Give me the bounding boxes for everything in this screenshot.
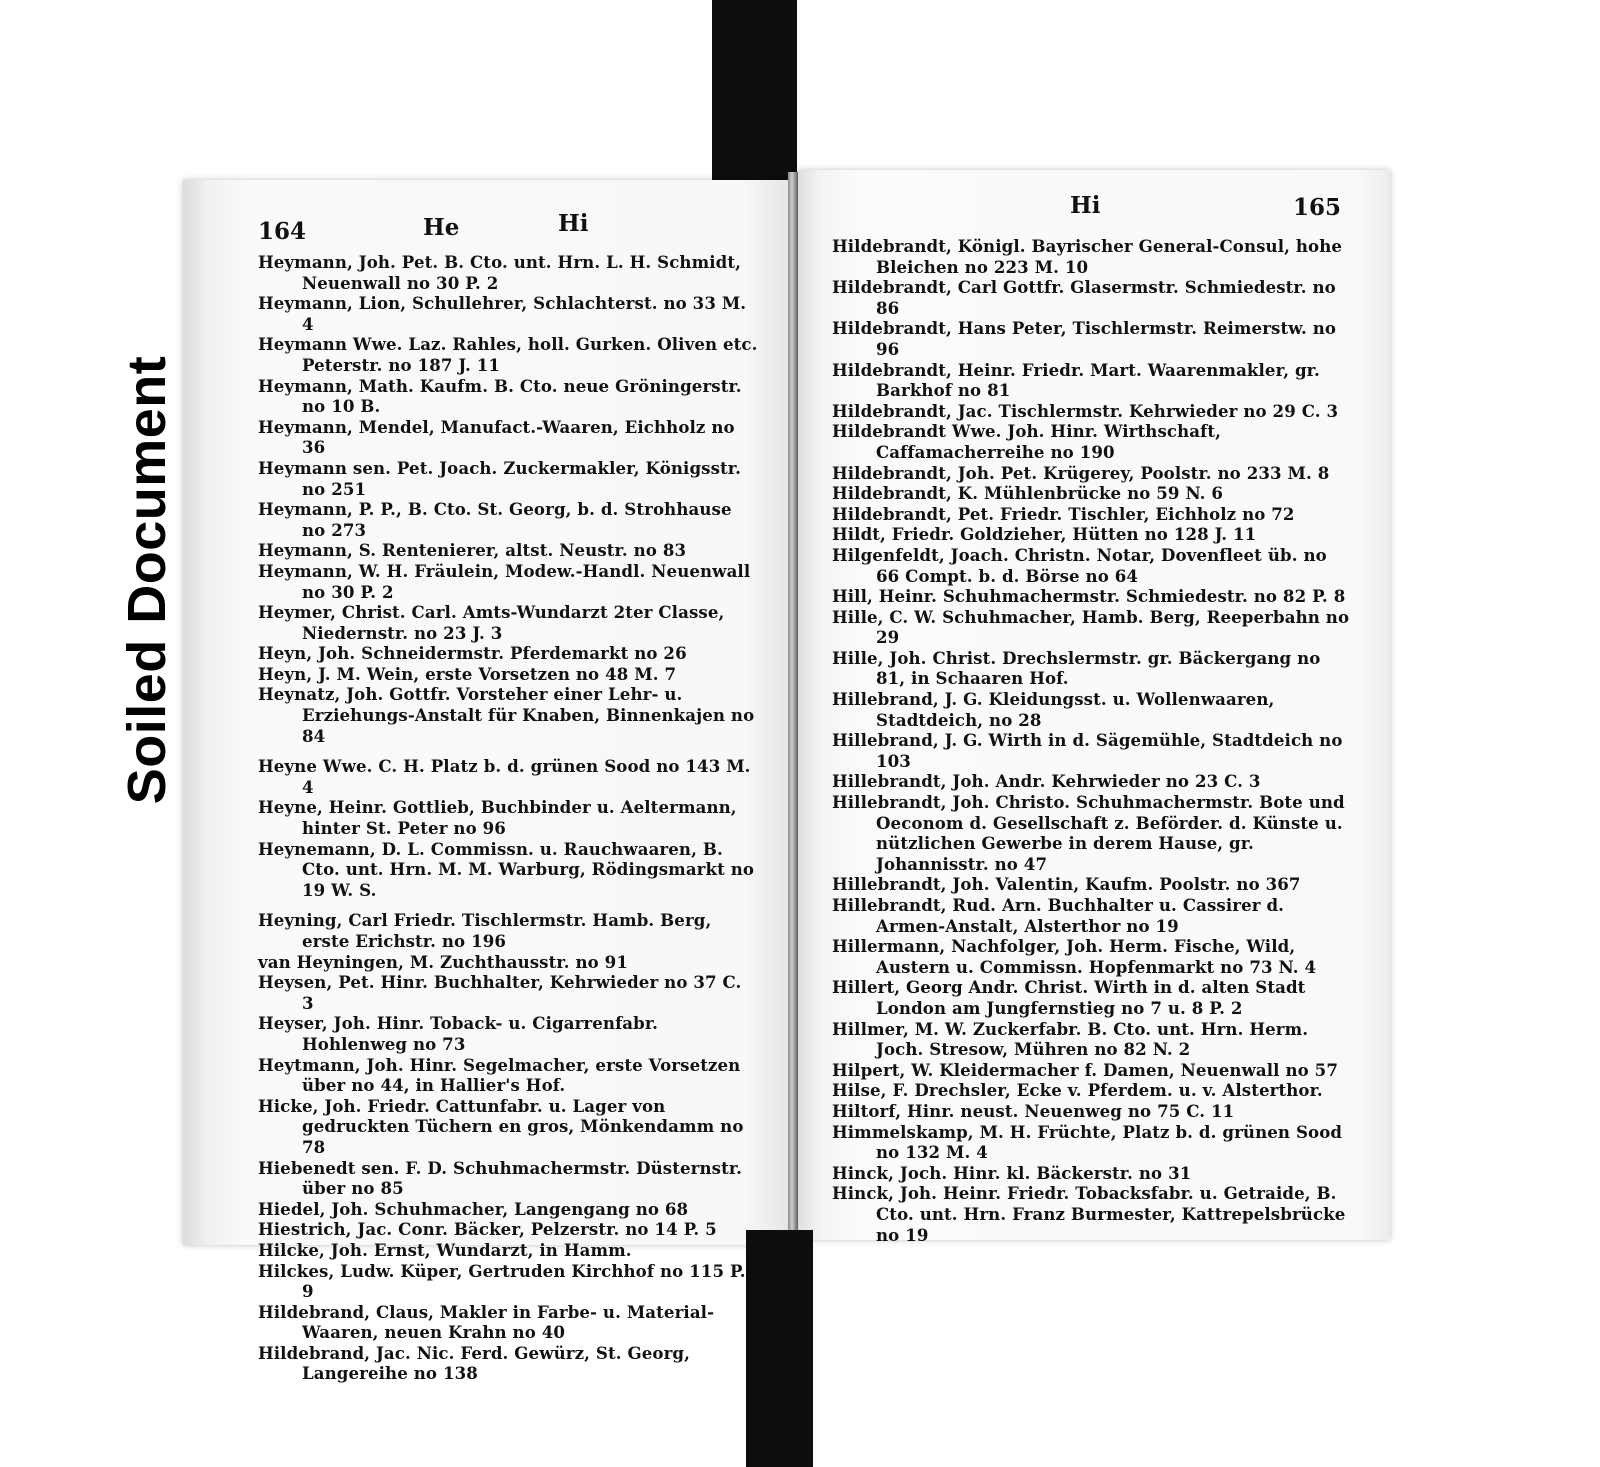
directory-entry: Hille, Joh. Christ. Drechslermstr. gr. Bäckergang no 81, in Schaaren Hof. bbox=[832, 647, 1321, 689]
directory-entry: Hildebrand, Jac. Nic. Ferd. Gewürz, St. Georg, Langereihe no 138 bbox=[258, 1342, 691, 1384]
directory-entry: Heyne Wwe. C. H. Platz b. d. grünen Sood no 143 M. 4 bbox=[258, 756, 751, 797]
directory-entry: Hilse, F. Drechsler, Ecke v. Pferdem. u. v. Alsterthor. bbox=[832, 1080, 1323, 1101]
directory-entry: Himmelskamp, M. H. Früchte, Platz b. d. grünen Sood no 132 M. 4 bbox=[832, 1121, 1343, 1163]
directory-entry: van Heyningen, M. Zuchthausstr. no 91 bbox=[258, 951, 628, 972]
directory-entry: Hildebrandt, Joh. Pet. Krügerey, Poolstr. no 233 M. 8 bbox=[832, 462, 1330, 483]
directory-entry: Hildebrandt Wwe. Joh. Hinr. Wirthschaft, Caffamacherreihe no 190 bbox=[832, 421, 1222, 462]
left-page bbox=[183, 180, 788, 1384]
right-header-hi: Hi bbox=[1070, 192, 1101, 219]
directory-entry: Hilcke, Joh. Ernst, Wundarzt, in Hamm. bbox=[258, 1239, 632, 1260]
directory-entry: Heyser, Joh. Hinr. Toback- u. Cigarrenfabr. Hohlenweg no 73 bbox=[258, 1013, 659, 1054]
directory-entry: Heysen, Pet. Hinr. Buchhalter, Kehrwieder no 37 C. 3 bbox=[258, 972, 742, 1013]
directory-entry: Hilckes, Ludw. Küper, Gertruden Kirchhof no 115 P. 9 bbox=[258, 1260, 746, 1302]
left-page-number: 164 bbox=[258, 218, 307, 245]
directory-entry: Heymann, S. Rentenierer, altst. Neustr. no 83 bbox=[258, 540, 687, 561]
right-page bbox=[798, 170, 1390, 1245]
directory-entry: Hillebrandt, Joh. Andr. Kehrwieder no 23 C. 3 bbox=[832, 771, 1261, 792]
directory-entry: Hicke, Joh. Friedr. Cattunfabr. u. Lager von gedruckten Tüchern en gros, Mönkendamm no 78 bbox=[258, 1095, 744, 1157]
directory-entry: Hildebrandt, Heinr. Friedr. Mart. Waarenmakler, gr. Barkhof no 81 bbox=[832, 359, 1320, 401]
stamp-label: Soiled Document bbox=[117, 355, 177, 805]
directory-entry: Hillert, Georg Andr. Christ. Wirth in d. alten Stadt London am Jungfernstieg no 7 u. 8 P. 2 bbox=[832, 977, 1306, 1018]
directory-entry: Hilpert, W. Kleidermacher f. Damen, Neuenwall no 57 bbox=[832, 1059, 1338, 1080]
directory-entry: Hillermann, Nachfolger, Joh. Herm. Fische, Wild, Austern u. Commissn. Hopfenmarkt no 73 N. 4 bbox=[832, 936, 1317, 977]
right-entry-list bbox=[832, 236, 1352, 1245]
directory-entry: Hillebrand, J. G. Kleidungsst. u. Wollenwaaren, Stadtdeich, no 28 bbox=[832, 689, 1275, 730]
directory-entry: Hildt, Friedr. Goldzieher, Hütten no 128 J. 11 bbox=[832, 524, 1257, 545]
directory-entry: Heymann, Mendel, Manufact.-Waaren, Eichholz no 36 bbox=[258, 416, 735, 458]
directory-entry: Heytmann, Joh. Hinr. Segelmacher, erste Vorsetzen über no 44, in Hallier's Hof. bbox=[258, 1054, 741, 1096]
directory-entry: Hill, Heinr. Schuhmachermstr. Schmiedestr. no 82 P. 8 bbox=[832, 586, 1346, 607]
directory-entry: Hildebrandt, Jac. Tischlermstr. Kehrwieder no 29 C. 3 bbox=[832, 400, 1339, 421]
directory-entry: Hildebrandt, Carl Gottfr. Glasermstr. Schmiedestr. no 86 bbox=[832, 277, 1336, 318]
directory-entry: Hildebrandt, K. Mühlenbrücke no 59 N. 6 bbox=[832, 483, 1224, 504]
directory-entry: Heyn, Joh. Schneidermstr. Pferdemarkt no 26 bbox=[258, 643, 687, 664]
directory-entry: Heymann, Lion, Schullehrer, Schlachterst. no 33 M. 4 bbox=[258, 293, 747, 334]
directory-entry: Heymann, W. H. Fräulein, Modew.-Handl. Neuenwall no 30 P. 2 bbox=[258, 560, 751, 602]
directory-entry: Hildebrandt, Hans Peter, Tischlermstr. Reimerstw. no 96 bbox=[832, 318, 1337, 359]
directory-entry: Heymann, Math. Kaufm. B. Cto. neue Gröningerstr. no 10 B. bbox=[258, 375, 742, 417]
directory-entry: Hillebrandt, Joh. Christo. Schuhmachermstr. Bote und Oeconom d. Gesellschaft z. Beförder. d. Künste u. nützlichen Gewerbe in derem Hause, gr. Johannisstr. no 47 bbox=[832, 792, 1345, 874]
directory-entry: Hillebrand, J. G. Wirth in d. Sägemühle, Stadtdeich no 103 bbox=[832, 730, 1343, 771]
directory-entry: Hiestrich, Jac. Conr. Bäcker, Pelzerstr. no 14 P. 5 bbox=[258, 1219, 717, 1240]
directory-entry: Hildebrand, Claus, Makler in Farbe- u. Material-Waaren, neuen Krahn no 40 bbox=[258, 1301, 715, 1343]
directory-entry: Heyn, J. M. Wein, erste Vorsetzen no 48 M. 7 bbox=[258, 663, 677, 684]
scan-edge-bar-bottom bbox=[746, 1230, 813, 1467]
directory-entry: Hiedel, Joh. Schuhmacher, Langengang no 68 bbox=[258, 1198, 689, 1219]
directory-entry: Heymer, Christ. Carl. Amts-Wundarzt 2ter Classe, Niedernstr. no 23 J. 3 bbox=[258, 602, 725, 643]
directory-entry: Heyning, Carl Friedr. Tischlermstr. Hamb. Berg, erste Erichstr. no 196 bbox=[258, 910, 712, 951]
book-gutter bbox=[788, 172, 798, 1248]
right-page-number: 165 bbox=[1293, 194, 1342, 221]
directory-entry: Hinck, Joch. Hinr. kl. Bäckerstr. no 31 bbox=[832, 1162, 1192, 1183]
directory-entry: Hillmer, M. W. Zuckerfabr. B. Cto. unt. Hrn. Herm. Joch. Stresow, Mühren no 82 N. 2 bbox=[832, 1018, 1309, 1060]
directory-entry: Heymann sen. Pet. Joach. Zuckermakler, Königsstr. no 251 bbox=[258, 457, 741, 499]
directory-entry: Heynemann, D. L. Commissn. u. Rauchwaaren, B. Cto. unt. Hrn. M. M. Warburg, Rödingsmarkt no 19 W. S. bbox=[258, 838, 755, 900]
directory-entry: Heymann, Joh. Pet. B. Cto. unt. Hrn. L. H. Schmidt, Neuenwall no 30 P. 2 bbox=[258, 252, 741, 293]
directory-entry: Hiltorf, Hinr. neust. Neuenweg no 75 C. 11 bbox=[832, 1100, 1235, 1121]
scan-edge-bar-top bbox=[712, 0, 797, 182]
directory-entry: Hillebrandt, Rud. Arn. Buchhalter u. Cassirer d. Armen-Anstalt, Alsterthor no 19 bbox=[832, 895, 1285, 936]
left-entry-list bbox=[258, 252, 758, 1384]
directory-entry: Heyne, Heinr. Gottlieb, Buchbinder u. Aeltermann, hinter St. Peter no 96 bbox=[258, 797, 737, 839]
directory-entry: Hiebenedt sen. F. D. Schuhmachermstr. Düsternstr. über no 85 bbox=[258, 1157, 743, 1199]
directory-entry: Hinck, Joh. Heinr. Friedr. Tobacksfabr. u. Getraide, B. Cto. unt. Hrn. Franz Burmester, Kattrepelsbrücke no 19 bbox=[832, 1183, 1346, 1245]
left-header-hi: Hi bbox=[558, 210, 589, 237]
directory-entry: Hillebrandt, Joh. Valentin, Kaufm. Poolstr. no 367 bbox=[832, 874, 1301, 895]
directory-entry: Hildebrandt, Königl. Bayrischer General-Consul, hohe Bleichen no 223 M. 10 bbox=[832, 236, 1343, 277]
directory-entry: Hilgenfeldt, Joach. Christn. Notar, Dovenfleet üb. no 66 Compt. b. d. Börse no 64 bbox=[832, 544, 1327, 586]
directory-entry: Heymann Wwe. Laz. Rahles, holl. Gurken. Oliven etc. Peterstr. no 187 J. 11 bbox=[258, 334, 758, 375]
left-header-he: He bbox=[423, 214, 460, 241]
directory-entry: Heymann, P. P., B. Cto. St. Georg, b. d. Strohhause no 273 bbox=[258, 499, 732, 540]
directory-entry: Hille, C. W. Schuhmacher, Hamb. Berg, Reeperbahn no 29 bbox=[832, 606, 1350, 648]
directory-entry: Hildebrandt, Pet. Friedr. Tischler, Eichholz no 72 bbox=[832, 503, 1295, 524]
directory-entry: Heynatz, Joh. Gottfr. Vorsteher einer Lehr- u. Erziehungs-Anstalt für Knaben, Binnenkajen no 84 bbox=[258, 684, 755, 746]
